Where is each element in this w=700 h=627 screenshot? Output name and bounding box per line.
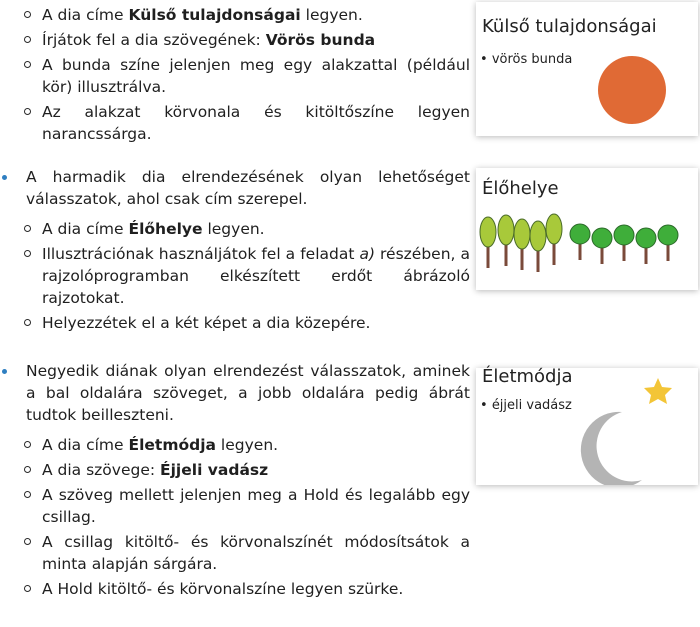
list-item: A Hold kitöltő- és körvonalszíne legyen szürke. — [0, 578, 470, 600]
tree-crown — [614, 225, 634, 245]
list-lead: Negyedik diának olyan elrendezést válasszatok, aminek a bal oldalára szöveget, a jobb oldalára pedig ábrát tudtok beilleszteni. — [0, 360, 470, 426]
orange-circle-shape — [476, 2, 698, 136]
tree-crown — [658, 225, 678, 245]
list-item: A dia címe Életmódja legyen. — [0, 434, 470, 456]
tree-crown — [498, 215, 514, 245]
tree-trunk — [537, 248, 540, 272]
list-item: A csillag kitöltő- és körvonalszínét módosítsátok a minta alapján sárgára. — [0, 531, 470, 575]
slide-title: Élőhelye — [482, 178, 559, 199]
tree-crown — [592, 228, 612, 248]
tree-crown — [514, 219, 530, 249]
slide-title: Életmódja — [482, 366, 573, 387]
list-item: A dia címe Külső tulajdonságai legyen. — [0, 4, 470, 26]
list-item: Illusztrációnak használjátok fel a feladat a) részében, a rajzolóprogramban elkészített erdőt ábrázoló rajzotokat. — [0, 243, 470, 309]
slide-title: Külső tulajdonságai — [482, 16, 657, 37]
slide-bullet: • vörös bunda — [480, 52, 572, 67]
tree-crown — [530, 221, 546, 251]
tree-crown — [546, 214, 562, 244]
forest-drawing — [476, 168, 698, 290]
tree-trunk — [521, 246, 524, 270]
tree-trunk — [505, 242, 508, 266]
tree-trunk — [487, 244, 490, 268]
moon-icon — [581, 412, 642, 485]
list-item: A szöveg mellett jelenjen meg a Hold és legalább egy csillag. — [0, 484, 470, 528]
tree-trunk — [553, 241, 556, 265]
list-item: A bunda színe jelenjen meg egy alakzattal (például kör) illusztrálva. — [0, 54, 470, 98]
list-item: Az alakzat körvonala és kitöltőszíne legyen narancssárga. — [0, 101, 470, 145]
tree-crown — [570, 224, 590, 244]
tree-crown — [480, 217, 496, 247]
list-item: A dia szövege: Éjjeli vadász — [0, 459, 470, 481]
tree-crown — [636, 228, 656, 248]
slide-preview-eletmodja — [476, 368, 698, 485]
block-slide-2 — [0, 4, 470, 148]
slide-preview-elohelye — [476, 168, 698, 290]
night-drawing — [476, 368, 698, 485]
list-item: Írjátok fel a dia szövegének: Vörös bunda — [0, 29, 470, 51]
slide-preview-kulso — [476, 2, 698, 136]
block-slide-3 — [0, 166, 470, 337]
block-slide-4 — [0, 360, 470, 603]
list-lead: A harmadik dia elrendezésének olyan lehetőséget válasszatok, ahol csak cím szerepel. — [0, 166, 470, 210]
slide-bullet: • éjjeli vadász — [480, 398, 572, 413]
list-item: A dia címe Élőhelye legyen. — [0, 218, 470, 240]
list-item: Helyezzétek el a két képet a dia közepére. — [0, 312, 470, 334]
star-icon — [644, 378, 672, 404]
